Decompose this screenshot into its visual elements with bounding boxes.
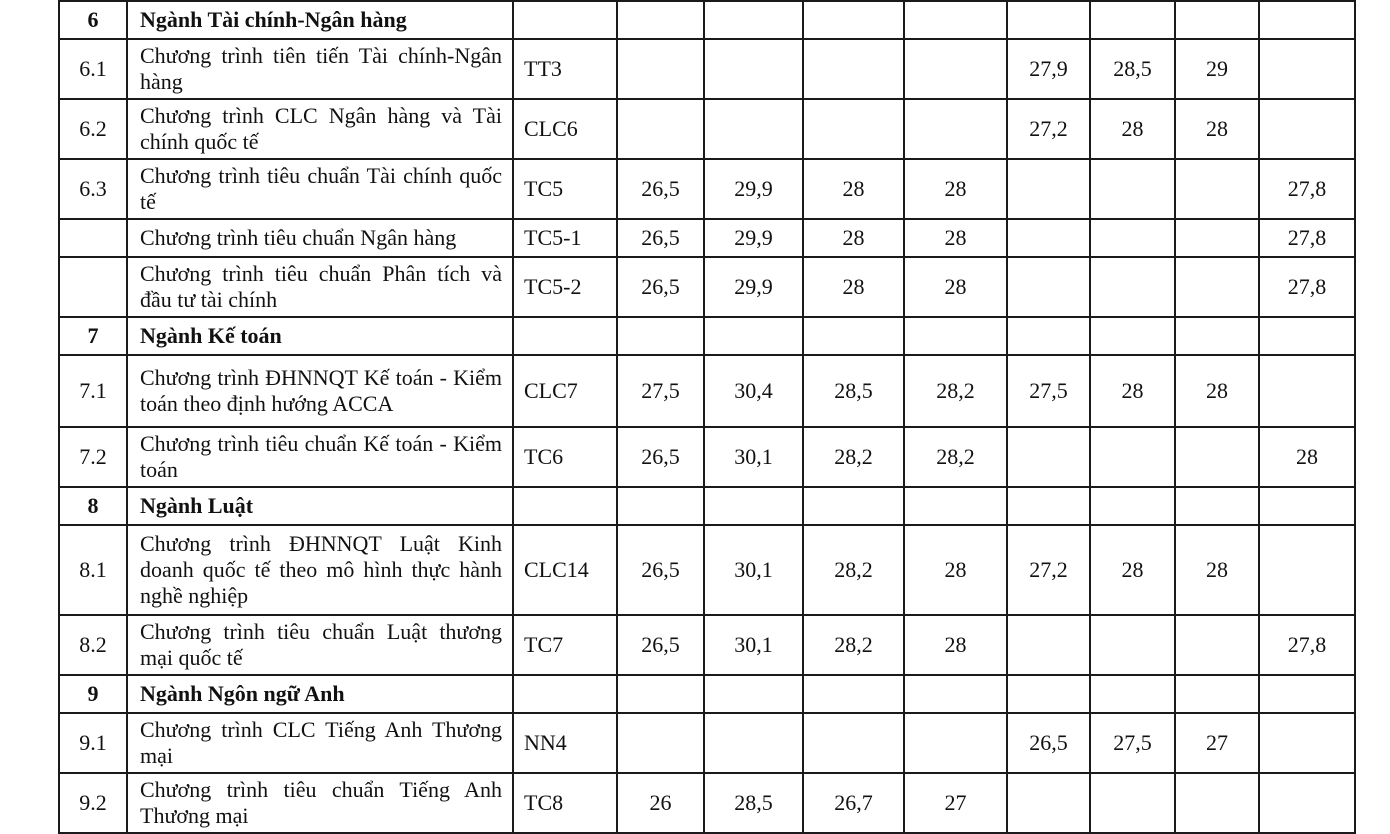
table-body: [59, 1, 1355, 833]
group-row: [59, 1, 1355, 39]
score-cell: [617, 39, 704, 99]
row-number: 7: [59, 317, 127, 355]
score-cell: [803, 675, 904, 713]
score-cell: 28: [1090, 525, 1175, 615]
score-cell: 29: [1175, 39, 1259, 99]
admission-score-table: [58, 0, 1356, 834]
score-cell: [803, 713, 904, 773]
row-number: 7.1: [59, 355, 127, 427]
row-number: 6.1: [59, 39, 127, 99]
major-name: Ngành Tài chính-Ngân hàng: [127, 1, 513, 39]
score-cell: 30,1: [704, 615, 803, 675]
score-cell: [1090, 773, 1175, 833]
row-number: 9.1: [59, 713, 127, 773]
score-cell: [1090, 487, 1175, 525]
score-cell: 29,9: [704, 219, 803, 257]
program-code: CLC14: [513, 525, 617, 615]
program-row: [59, 355, 1355, 427]
program-code: TC7: [513, 615, 617, 675]
program-code: CLC7: [513, 355, 617, 427]
row-number: 9: [59, 675, 127, 713]
major-name: Ngành Ngôn ngữ Anh: [127, 675, 513, 713]
row-number: 9.2: [59, 773, 127, 833]
row-number: 8.1: [59, 525, 127, 615]
score-cell: 27,5: [1007, 355, 1090, 427]
score-cell: [803, 317, 904, 355]
score-cell: [1175, 615, 1259, 675]
program-name: Chương trình tiêu chuẩn Tài chính quốc tế: [127, 159, 513, 219]
program-row: [59, 427, 1355, 487]
score-cell: [1007, 219, 1090, 257]
score-cell: 30,1: [704, 525, 803, 615]
score-cell: 28,2: [904, 355, 1007, 427]
major-name: Ngành Luật: [127, 487, 513, 525]
row-number: 6.3: [59, 159, 127, 219]
score-cell: 27,8: [1259, 219, 1355, 257]
score-cell: 28: [1175, 355, 1259, 427]
score-cell: [1175, 675, 1259, 713]
score-cell: [1007, 615, 1090, 675]
program-row: [59, 159, 1355, 219]
score-cell: 28: [803, 219, 904, 257]
program-code: TC5: [513, 159, 617, 219]
score-cell: [904, 675, 1007, 713]
score-cell: 30,4: [704, 355, 803, 427]
score-cell: [1175, 159, 1259, 219]
group-row: [59, 317, 1355, 355]
score-cell: 28: [904, 525, 1007, 615]
score-cell: 28,2: [803, 525, 904, 615]
score-cell: 26,5: [617, 615, 704, 675]
score-cell: 28,5: [1090, 39, 1175, 99]
score-cell: [1259, 525, 1355, 615]
program-code: NN4: [513, 713, 617, 773]
program-code: TC8: [513, 773, 617, 833]
score-cell: 27,5: [1090, 713, 1175, 773]
score-cell: [704, 1, 803, 39]
score-cell: 27,8: [1259, 159, 1355, 219]
score-cell: [1090, 427, 1175, 487]
score-cell: [1007, 317, 1090, 355]
score-cell: [1090, 317, 1175, 355]
score-cell: [904, 487, 1007, 525]
score-cell: [1007, 773, 1090, 833]
score-cell: [1259, 1, 1355, 39]
score-cell: 28: [904, 219, 1007, 257]
score-cell: [1090, 257, 1175, 317]
row-number: [59, 219, 127, 257]
score-cell: 26,5: [617, 159, 704, 219]
score-cell: [617, 317, 704, 355]
score-cell: 28: [904, 257, 1007, 317]
score-cell: [1259, 355, 1355, 427]
score-cell: 27,8: [1259, 615, 1355, 675]
program-row: [59, 99, 1355, 159]
program-code: CLC6: [513, 99, 617, 159]
program-code: TT3: [513, 39, 617, 99]
score-cell: 28: [1090, 355, 1175, 427]
score-cell: [1175, 1, 1259, 39]
program-row: [59, 257, 1355, 317]
score-cell: [1259, 99, 1355, 159]
score-cell: 28,5: [803, 355, 904, 427]
program-code: [513, 675, 617, 713]
score-cell: 26: [617, 773, 704, 833]
program-name: Chương trình ĐHNNQT Kế toán - Kiểm toán theo định hướng ACCA: [127, 355, 513, 427]
score-cell: [1175, 427, 1259, 487]
score-cell: 30,1: [704, 427, 803, 487]
score-cell: [1175, 773, 1259, 833]
score-cell: 26,5: [617, 427, 704, 487]
major-name: Ngành Kế toán: [127, 317, 513, 355]
score-cell: [704, 99, 803, 159]
score-cell: 26,5: [617, 257, 704, 317]
score-cell: 28: [1090, 99, 1175, 159]
score-cell: [617, 99, 704, 159]
score-cell: [1259, 713, 1355, 773]
score-cell: [1007, 427, 1090, 487]
program-name: Chương trình tiên tiến Tài chính-Ngân hàng: [127, 39, 513, 99]
score-cell: [1259, 39, 1355, 99]
program-code: TC6: [513, 427, 617, 487]
score-cell: [1007, 675, 1090, 713]
score-cell: 28: [1259, 427, 1355, 487]
program-code: [513, 1, 617, 39]
score-cell: 28: [904, 615, 1007, 675]
score-cell: [1090, 219, 1175, 257]
row-number: [59, 257, 127, 317]
score-cell: 27: [904, 773, 1007, 833]
program-name: Chương trình tiêu chuẩn Tiếng Anh Thương mại: [127, 773, 513, 833]
score-cell: [1259, 675, 1355, 713]
row-number: 7.2: [59, 427, 127, 487]
score-cell: 28: [803, 257, 904, 317]
score-cell: [1007, 159, 1090, 219]
score-cell: 27,9: [1007, 39, 1090, 99]
score-cell: [803, 39, 904, 99]
score-cell: 28,2: [803, 427, 904, 487]
row-number: 6: [59, 1, 127, 39]
score-cell: [704, 39, 803, 99]
score-cell: [1090, 675, 1175, 713]
program-code: [513, 487, 617, 525]
group-row: [59, 675, 1355, 713]
score-cell: 28: [1175, 99, 1259, 159]
score-cell: 26,5: [1007, 713, 1090, 773]
score-cell: [617, 675, 704, 713]
score-cell: [803, 487, 904, 525]
score-cell: 28,2: [904, 427, 1007, 487]
program-name: Chương trình CLC Ngân hàng và Tài chính quốc tế: [127, 99, 513, 159]
score-cell: 27,8: [1259, 257, 1355, 317]
score-cell: [617, 1, 704, 39]
score-cell: [617, 487, 704, 525]
score-cell: [1090, 1, 1175, 39]
score-cell: 27,2: [1007, 99, 1090, 159]
program-name: Chương trình ĐHNNQT Luật Kinh doanh quốc tế theo mô hình thực hành nghề nghiệp: [127, 525, 513, 615]
score-cell: 27: [1175, 713, 1259, 773]
score-cell: 28,5: [704, 773, 803, 833]
group-row: [59, 487, 1355, 525]
program-name: Chương trình tiêu chuẩn Kế toán - Kiểm toán: [127, 427, 513, 487]
score-cell: [803, 1, 904, 39]
score-cell: 29,9: [704, 159, 803, 219]
score-cell: 27,2: [1007, 525, 1090, 615]
score-cell: [1259, 487, 1355, 525]
score-cell: [1259, 317, 1355, 355]
row-number: 6.2: [59, 99, 127, 159]
row-number: 8: [59, 487, 127, 525]
program-name: Chương trình tiêu chuẩn Luật thương mại quốc tế: [127, 615, 513, 675]
score-cell: [1259, 773, 1355, 833]
score-cell: 27,5: [617, 355, 704, 427]
score-cell: [704, 317, 803, 355]
score-cell: [803, 99, 904, 159]
score-cell: [904, 317, 1007, 355]
program-row: [59, 773, 1355, 833]
score-cell: [1175, 219, 1259, 257]
score-cell: 26,5: [617, 219, 704, 257]
row-number: 8.2: [59, 615, 127, 675]
score-cell: [1175, 257, 1259, 317]
score-cell: [704, 675, 803, 713]
score-cell: [1090, 615, 1175, 675]
score-cell: 28: [803, 159, 904, 219]
score-cell: 29,9: [704, 257, 803, 317]
program-row: [59, 219, 1355, 257]
score-cell: 28,2: [803, 615, 904, 675]
program-name: Chương trình tiêu chuẩn Ngân hàng: [127, 219, 513, 257]
program-name: Chương trình CLC Tiếng Anh Thương mại: [127, 713, 513, 773]
score-cell: 26,5: [617, 525, 704, 615]
score-cell: [1175, 317, 1259, 355]
score-cell: [904, 713, 1007, 773]
score-cell: [1007, 487, 1090, 525]
score-cell: [1090, 159, 1175, 219]
program-row: [59, 713, 1355, 773]
score-cell: [617, 713, 704, 773]
score-cell: [904, 1, 1007, 39]
score-cell: 28: [904, 159, 1007, 219]
program-code: [513, 317, 617, 355]
program-row: [59, 39, 1355, 99]
score-cell: [1007, 1, 1090, 39]
program-code: TC5-1: [513, 219, 617, 257]
score-cell: [1175, 487, 1259, 525]
score-cell: 28: [1175, 525, 1259, 615]
program-row: [59, 525, 1355, 615]
score-cell: [904, 39, 1007, 99]
score-cell: [904, 99, 1007, 159]
score-cell: 26,7: [803, 773, 904, 833]
score-cell: [1007, 257, 1090, 317]
program-code: TC5-2: [513, 257, 617, 317]
score-cell: [704, 713, 803, 773]
score-cell: [704, 487, 803, 525]
program-row: [59, 615, 1355, 675]
program-name: Chương trình tiêu chuẩn Phân tích và đầu tư tài chính: [127, 257, 513, 317]
